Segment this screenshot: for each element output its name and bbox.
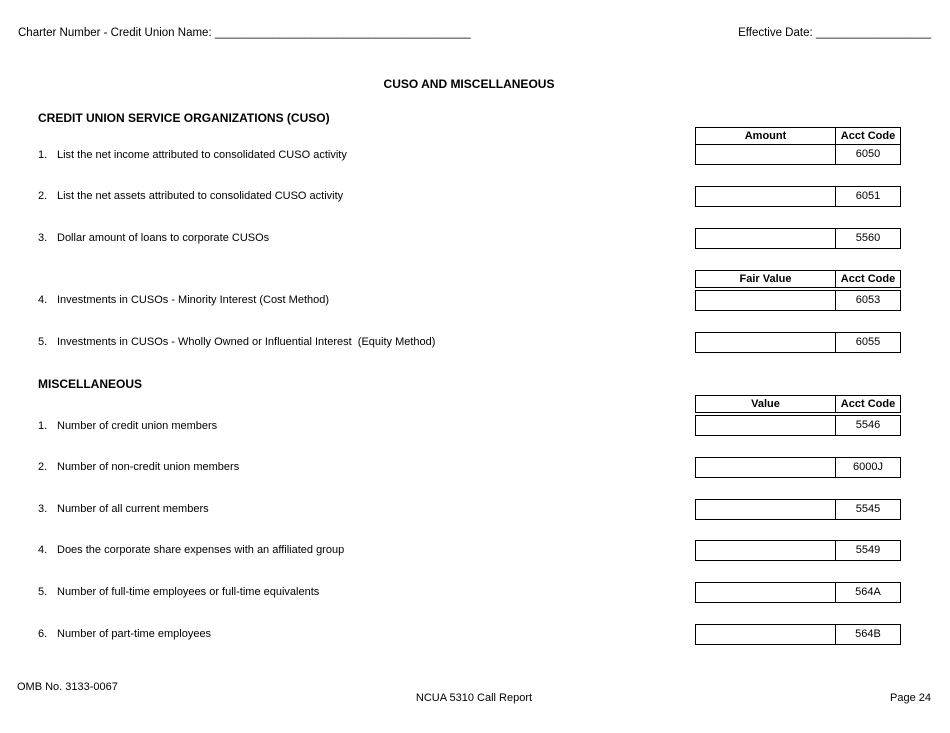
line-number: 2. <box>38 190 48 202</box>
cuso-row-5 <box>695 332 901 353</box>
line-text: Does the corporate share expenses with an affiliated group <box>57 544 345 556</box>
acct-code-cell: 5549 <box>835 540 901 561</box>
acct-code-cell: 6055 <box>835 332 901 353</box>
cuso-row-2 <box>695 186 901 207</box>
cuso-row-1 <box>695 144 901 165</box>
cuso-line-4 <box>38 294 329 306</box>
line-text: Number of non-credit union members <box>57 461 240 473</box>
omb-number: OMB No. 3133-0067 <box>17 681 118 693</box>
line-number: 1. <box>38 149 48 161</box>
line-text: List the net income attributed to consolidated CUSO activity <box>57 149 347 161</box>
acct-code-cell: 6050 <box>835 144 901 165</box>
misc-row-3 <box>695 499 901 520</box>
amount-column-header: Amount <box>695 127 836 145</box>
acct-code-cell: 564B <box>835 624 901 645</box>
fair-value-column-header: Fair Value <box>695 270 836 288</box>
line-number: 2. <box>38 461 48 473</box>
line-text: Number of full-time employees or full-time equivalents <box>57 586 320 598</box>
line-text: Number of all current members <box>57 503 209 515</box>
fair-value-field[interactable] <box>695 332 836 353</box>
line-number: 5. <box>38 336 48 348</box>
line-number: 6. <box>38 628 48 640</box>
acct-code-cell: 564A <box>835 582 901 603</box>
line-text: Number of credit union members <box>57 420 218 432</box>
acct-code-cell: 6000J <box>835 457 901 478</box>
page-title: CUSO AND MISCELLANEOUS <box>383 77 555 91</box>
misc-line-6 <box>38 628 211 640</box>
line-text: Number of part-time employees <box>57 628 212 640</box>
amount-field[interactable] <box>695 186 836 207</box>
amount-field[interactable] <box>695 228 836 249</box>
acct-code-column-header: Acct Code <box>835 395 901 413</box>
line-number: 3. <box>38 503 48 515</box>
misc-line-4 <box>38 544 344 556</box>
value-field[interactable] <box>695 499 836 520</box>
value-field[interactable] <box>695 624 836 645</box>
line-number: 3. <box>38 232 48 244</box>
misc-line-3 <box>38 503 209 515</box>
report-name: NCUA 5310 Call Report <box>415 692 533 704</box>
misc-row-5 <box>695 582 901 603</box>
cuso-line-5 <box>38 336 435 348</box>
misc-row-6 <box>695 624 901 645</box>
line-text: Investments in CUSOs - Minority Interest (Cost Method) <box>57 294 330 306</box>
line-number: 4. <box>38 544 48 556</box>
line-text: List the net assets attributed to consolidated CUSO activity <box>57 190 344 202</box>
acct-code-cell: 5546 <box>835 415 901 436</box>
misc-value-header <box>695 395 901 413</box>
misc-line-5 <box>38 586 319 598</box>
misc-line-2 <box>38 461 239 473</box>
cuso-line-3 <box>38 232 269 244</box>
acct-code-cell: 6053 <box>835 290 901 311</box>
acct-code-column-header: Acct Code <box>835 127 901 145</box>
cuso-line-1 <box>38 149 347 161</box>
amount-field[interactable] <box>695 144 836 165</box>
cuso-amount-header <box>695 127 901 145</box>
line-number: 4. <box>38 294 48 306</box>
misc-line-1 <box>38 420 217 432</box>
misc-heading: MISCELLANEOUS <box>38 377 143 391</box>
effective-date-label: Effective Date: __________________ <box>738 27 931 39</box>
value-column-header: Value <box>695 395 836 413</box>
cuso-heading: CREDIT UNION SERVICE ORGANIZATIONS (CUSO) <box>38 111 330 125</box>
line-number: 1. <box>38 420 48 432</box>
charter-number-label: Charter Number - Credit Union Name: ________________________________________ <box>18 27 471 39</box>
line-text: Dollar amount of loans to corporate CUSOs <box>57 232 270 244</box>
cuso-row-4 <box>695 290 901 311</box>
acct-code-cell: 6051 <box>835 186 901 207</box>
cuso-row-3 <box>695 228 901 249</box>
misc-row-2 <box>695 457 901 478</box>
cuso-fair-value-header <box>695 270 901 288</box>
cuso-line-2 <box>38 190 343 202</box>
value-field[interactable] <box>695 415 836 436</box>
line-number: 5. <box>38 586 48 598</box>
acct-code-cell: 5560 <box>835 228 901 249</box>
value-field[interactable] <box>695 457 836 478</box>
page-number: Page 24 <box>890 692 931 704</box>
misc-row-4 <box>695 540 901 561</box>
fair-value-field[interactable] <box>695 290 836 311</box>
line-text: Investments in CUSOs - Wholly Owned or Influential Interest (Equity Method) <box>57 336 436 348</box>
misc-row-1 <box>695 415 901 436</box>
value-field[interactable] <box>695 540 836 561</box>
acct-code-cell: 5545 <box>835 499 901 520</box>
acct-code-column-header: Acct Code <box>835 270 901 288</box>
value-field[interactable] <box>695 582 836 603</box>
